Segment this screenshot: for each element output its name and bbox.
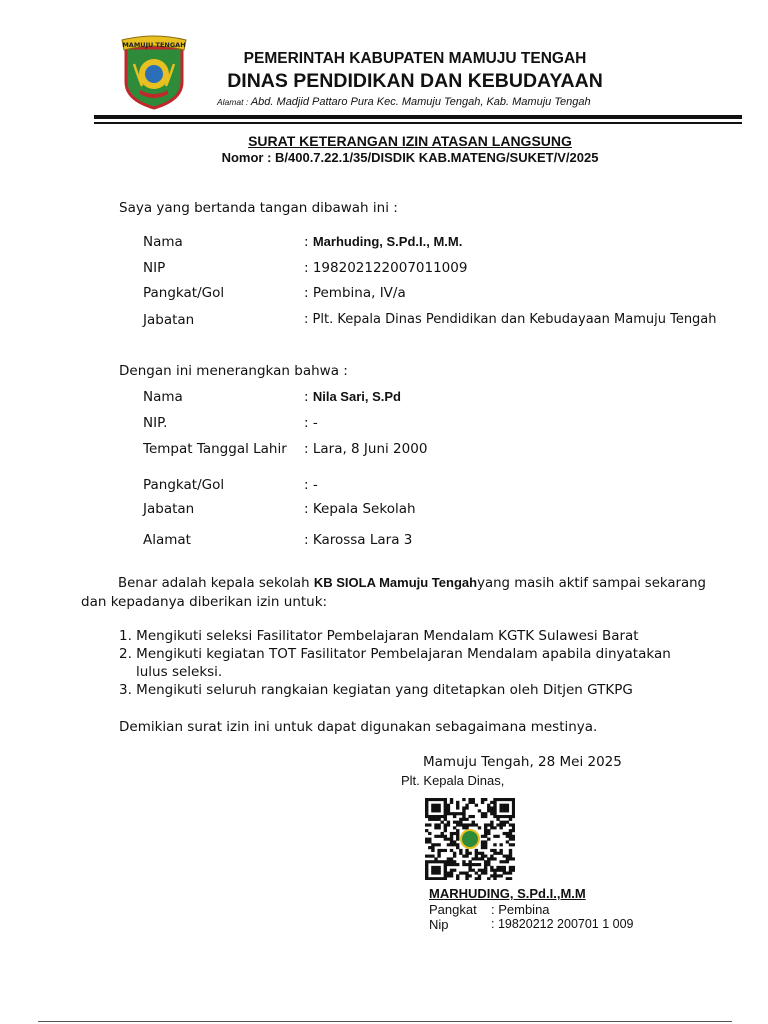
list-item-1: 1. Mengikuti seleksi Fasilitator Pembelajaran Mendalam KGTK Sulawesi Barat: [119, 628, 639, 644]
signer-title: Plt. Kepala Dinas,: [401, 773, 505, 788]
signer-label-position: Jabatan: [143, 312, 195, 328]
signature-rank-label: Pangkat: [429, 902, 477, 917]
subject-address: Karossa Lara 3: [312, 532, 413, 548]
subject-nip: -: [312, 415, 318, 431]
subject-position: Kepala Sekolah: [312, 501, 416, 517]
letter-number: Nomor : B/400.7.22.1/35/DISDIK KAB.MATENG/SUKET/V/2025: [221, 150, 599, 165]
declare-text: Dengan ini menerangkan bahwa :: [119, 363, 348, 379]
subject-label-rank: Pangkat/Gol: [143, 477, 225, 493]
closing-text: Demikian surat izin ini untuk dapat digunakan sebagaimana mestinya.: [119, 719, 598, 735]
address-label: Alamat :: [217, 97, 249, 107]
signer-value-position: : Plt. Kepala Dinas Pendidikan dan Kebudayaan Mamuju Tengah: [304, 312, 717, 327]
subject-value-address: : Karossa Lara 3: [304, 532, 413, 548]
body-part1: Benar adalah kepala sekolah: [118, 576, 314, 591]
letterhead-address: [217, 96, 591, 108]
list-item-2-continuation: lulus seleksi.: [136, 664, 223, 680]
signer-rank: Pembina, IV/a: [312, 285, 406, 301]
qr-code-signature: [425, 798, 515, 880]
signer-position: Plt. Kepala Dinas Pendidikan dan Kebudayaan Mamuju Tengah: [312, 312, 717, 327]
subject-value-name: : Nila Sari, S.Pd: [304, 389, 401, 405]
body-line1: [118, 575, 706, 591]
signer-value-name: : Marhuding, S.Pd.I., M.M.: [304, 234, 463, 250]
subject-birth: Lara, 8 Juni 2000: [312, 441, 428, 457]
letterhead-rule-thin: [94, 122, 742, 124]
signer-value-nip: : 198202122007011009: [304, 260, 468, 276]
subject-label-address: Alamat: [143, 532, 191, 548]
letterhead-line2: DINAS PENDIDIKAN DAN KEBUDAYAAN: [227, 70, 603, 92]
subject-value-rank: : -: [304, 477, 318, 493]
body-part2: yang masih aktif sampai sekarang: [477, 576, 706, 591]
regency-seal-logo: [118, 34, 190, 110]
signature-nip-label: Nip: [429, 917, 449, 932]
subject-label-nip: NIP.: [143, 415, 168, 431]
qr-center-logo: [461, 830, 479, 848]
signer-name: Marhuding, S.Pd.I., M.M.: [312, 234, 463, 249]
subject-value-birth: : Lara, 8 Juni 2000: [304, 441, 428, 457]
letter-title: SURAT KETERANGAN IZIN ATASAN LANGSUNG: [248, 133, 572, 149]
list-item-3: 3. Mengikuti seluruh rangkaian kegiatan yang ditetapkan oleh Ditjen GTKPG: [119, 682, 633, 698]
subject-label-position: Jabatan: [143, 501, 195, 517]
subject-value-nip: : -: [304, 415, 318, 431]
list-item-2: 2. Mengikuti kegiatan TOT Fasilitator Pembelajaran Mendalam apabila dinyatakan: [119, 646, 671, 662]
subject-label-birth: Tempat Tanggal Lahir: [143, 441, 287, 457]
place-date: Mamuju Tengah, 28 Mei 2025: [423, 754, 622, 770]
signature-name: MARHUDING, S.Pd.I.,M.M: [429, 886, 586, 901]
school-name: KB SIOLA Mamuju Tengah: [313, 575, 478, 590]
subject-name: Nila Sari, S.Pd: [312, 389, 401, 404]
subject-label-name: Nama: [143, 389, 183, 405]
address-text: Abd. Madjid Pattaro Pura Kec. Mamuju Tengah, Kab. Mamuju Tengah: [250, 96, 591, 108]
signer-label-rank: Pangkat/Gol: [143, 285, 225, 301]
signer-label-nip: NIP: [143, 260, 166, 276]
signer-label-name: Nama: [143, 234, 183, 250]
body-line2: dan kepadanya diberikan izin untuk:: [81, 594, 328, 610]
signer-nip: 198202122007011009: [312, 260, 468, 276]
seal-text: MAMUJU TENGAH: [122, 41, 186, 49]
subject-value-position: : Kepala Sekolah: [304, 501, 416, 517]
letterhead-rule-thick: [94, 115, 742, 119]
signature-nip-value: : 19820212 200701 1 009: [491, 917, 634, 931]
signer-value-rank: : Pembina, IV/a: [304, 285, 406, 301]
intro-text: Saya yang bertanda tangan dibawah ini :: [119, 200, 398, 216]
letterhead-line1: PEMERINTAH KABUPATEN MAMUJU TENGAH: [243, 50, 587, 67]
signature-rank-value: : Pembina: [491, 902, 550, 917]
subject-rank: -: [312, 477, 318, 493]
footer-rule: [38, 1021, 732, 1022]
